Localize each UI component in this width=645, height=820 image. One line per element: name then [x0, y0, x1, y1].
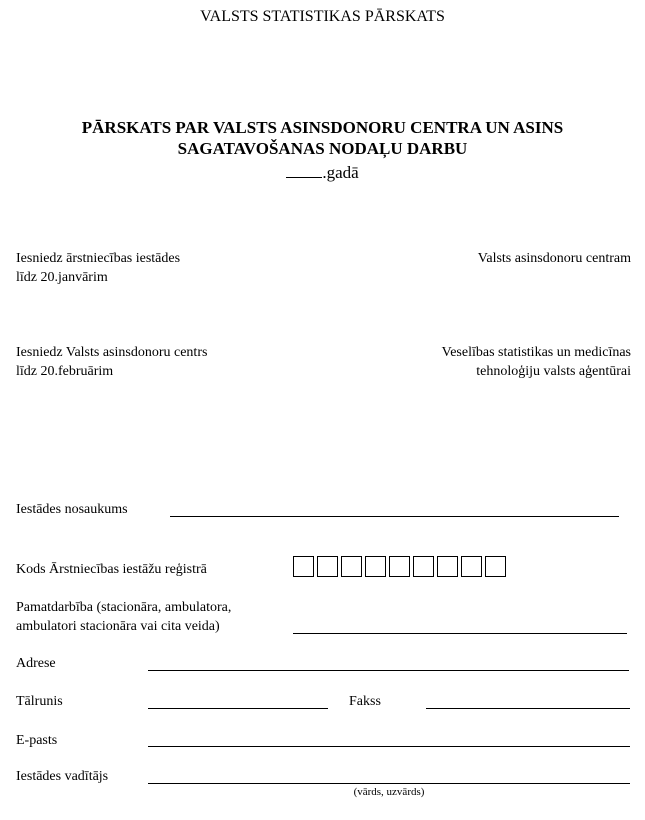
fax-label: Fakss	[349, 694, 381, 709]
form-header: VALSTS STATISTIKAS PĀRSKATS	[200, 8, 445, 25]
phone-field[interactable]	[148, 708, 328, 709]
register-code-digit-box[interactable]	[485, 556, 506, 577]
register-code-digit-box[interactable]	[365, 556, 386, 577]
register-code-digit-box[interactable]	[317, 556, 338, 577]
head-name-hint: (vārds, uzvārds)	[353, 786, 425, 798]
register-code-boxes	[293, 556, 509, 577]
recipient-text-cont: tehnoloģiju valsts aģentūrai	[476, 364, 631, 379]
year-input[interactable]	[286, 162, 322, 178]
deadline-text: līdz 20.februārim	[16, 364, 114, 379]
year-suffix: .gadā	[322, 163, 359, 182]
report-year	[0, 162, 645, 183]
submission-1-right	[331, 249, 631, 268]
address-label: Adrese	[16, 656, 56, 671]
register-code-digit-box[interactable]	[389, 556, 410, 577]
institution-name-field[interactable]	[170, 516, 619, 517]
register-code-digit-box[interactable]	[437, 556, 458, 577]
submission-1-left	[16, 249, 180, 287]
phone-label: Tālrunis	[16, 694, 63, 709]
submission-2-left	[16, 343, 207, 381]
email-label: E-pasts	[16, 733, 58, 748]
register-code-digit-box[interactable]	[341, 556, 362, 577]
main-activity-label-line2: ambulatori stacionāra vai cita veida)	[16, 619, 220, 634]
main-activity-label	[16, 598, 231, 636]
deadline-text: līdz 20.janvārim	[16, 270, 108, 285]
institution-name-label: Iestādes nosaukums	[16, 502, 128, 517]
register-code-digit-box[interactable]	[413, 556, 434, 577]
fax-field[interactable]	[426, 708, 630, 709]
main-activity-label-line1: Pamatdarbība (stacionāra, ambulatora,	[16, 600, 232, 615]
submission-2-right	[331, 343, 631, 381]
register-code-label: Kods Ārstniecības iestāžu reģistrā	[16, 562, 207, 577]
address-field[interactable]	[148, 670, 629, 671]
email-field[interactable]	[148, 746, 630, 747]
recipient-text: Veselības statistikas un medicīnas	[441, 345, 631, 360]
main-activity-field[interactable]	[293, 633, 627, 634]
register-code-digit-box[interactable]	[293, 556, 314, 577]
submitter-text: Iesniedz Valsts asinsdonoru centrs	[16, 345, 208, 360]
head-field[interactable]	[148, 783, 630, 784]
submitter-text: Iesniedz ārstniecības iestādes	[16, 251, 181, 266]
report-title-line2: SAGATAVOŠANAS NODAĻU DARBU	[177, 139, 468, 158]
register-code-digit-box[interactable]	[461, 556, 482, 577]
head-label: Iestādes vadītājs	[16, 769, 109, 784]
report-title-line1: PĀRSKATS PAR VALSTS ASINSDONORU CENTRA UN ASINS	[81, 118, 564, 137]
recipient-text: Valsts asinsdonoru centram	[477, 251, 631, 266]
